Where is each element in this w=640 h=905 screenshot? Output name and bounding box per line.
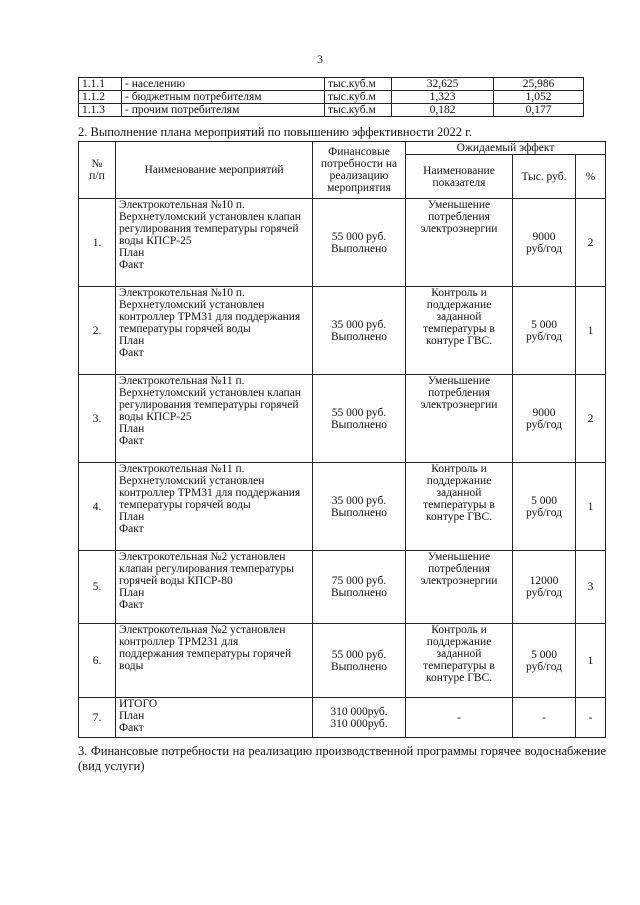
measure-number: 5. [79,551,116,624]
row-unit: тыс.куб.м [325,91,392,104]
measure-number: 3. [79,375,116,463]
measure-financing: 55 000 руб. Выполнено [313,199,406,287]
header-percent: % [576,155,606,199]
consumption-row [79,104,584,117]
row-value-2: 25,986 [494,78,584,91]
header-name: Наименование мероприятий [116,142,313,199]
measure-financing: 35 000 руб. Выполнено [313,287,406,375]
measure-indicator: Уменьшение потребления электроэнергии [406,375,513,463]
row-value-2: 0,177 [494,104,584,117]
measure-effect: 9000 руб/год [513,199,576,287]
row-name: - бюджетным потребителям [122,91,325,104]
measure-name: ИТОГО План Факт [116,698,313,738]
measures-table [78,141,606,738]
measure-row [79,551,606,624]
row-value-2: 1,052 [494,91,584,104]
measure-percent: 1 [576,287,606,375]
measure-number: 7. [79,698,116,738]
row-code: 1.1.2 [79,91,122,104]
measure-financing: 35 000 руб. Выполнено [313,463,406,551]
row-code: 1.1.3 [79,104,122,117]
header-expected-effect: Ожидаемый эффект [406,142,606,155]
measure-row [79,463,606,551]
measure-financing: 55 000 руб. Выполнено [313,375,406,463]
measure-number: 2. [79,287,116,375]
measure-name: Электрокотельная №11 п. Верхнетуломский установлен клапан регулирования температуры горячей воды КПСР-25 План Факт [116,375,313,463]
row-value-1: 0,182 [392,104,494,117]
measure-financing: 310 000руб. 310 000руб. [313,698,406,738]
measure-name: Электрокотельная №11 п. Верхнетуломский установлен контроллер ТРМ31 для поддержания температуры горячей воды План Факт [116,463,313,551]
measure-indicator: Контроль и поддержание заданной температуры в контуре ГВС. [406,287,513,375]
measure-percent: 1 [576,463,606,551]
measure-indicator: - [406,698,513,738]
measure-name: Электрокотельная №2 установлен контроллер ТРМ231 для поддержания температуры горячей воды [116,624,313,698]
page-number: 3 [317,52,323,66]
measure-number: 1. [79,199,116,287]
measure-name: Электрокотельная №10 п. Верхнетуломский установлен контроллер ТРМ31 для поддержания температуры горячей воды План Факт [116,287,313,375]
measure-name: Электрокотельная №2 установлен клапан регулирования температуры горячей воды КПСР-80 План Факт [116,551,313,624]
measure-percent: 2 [576,375,606,463]
measure-indicator: Уменьшение потребления электроэнергии [406,199,513,287]
measure-percent: 1 [576,624,606,698]
measure-row [79,698,606,738]
header-indicator: Наименование показателя [406,155,513,199]
consumption-row [79,91,584,104]
row-name: - прочим потребителям [122,104,325,117]
measure-effect: 12000 руб/год [513,551,576,624]
measure-number: 4. [79,463,116,551]
consumption-row [79,78,584,91]
measure-effect: 5 000 руб/год [513,624,576,698]
measure-percent: 3 [576,551,606,624]
row-value-1: 1,323 [392,91,494,104]
header-financing: Финансовые потребности на реализацию мероприятия [313,142,406,199]
measure-indicator: Контроль и поддержание заданной температуры в контуре ГВС. [406,624,513,698]
measure-effect: 9000 руб/год [513,375,576,463]
consumption-table [78,77,584,117]
measure-financing: 75 000 руб. Выполнено [313,551,406,624]
row-value-1: 32,625 [392,78,494,91]
section-3-text: 3. Финансовые потребности на реализацию производственной программы горячее водоснабжение (вид услуги) [78,744,606,773]
measure-row [79,375,606,463]
header-thousand-rub: Тыс. руб. [513,155,576,199]
row-code: 1.1.1 [79,78,122,91]
measure-percent: 2 [576,199,606,287]
measure-effect: 5 000 руб/год [513,463,576,551]
row-unit: тыс.куб.м [325,78,392,91]
measure-row [79,287,606,375]
measure-row [79,624,606,698]
measure-financing: 55 000 руб. Выполнено [313,624,406,698]
measure-effect: - [513,698,576,738]
row-unit: тыс.куб.м [325,104,392,117]
measure-effect: 5 000 руб/год [513,287,576,375]
row-name: - населению [122,78,325,91]
measure-indicator: Контроль и поддержание заданной температуры в контуре ГВС. [406,463,513,551]
measure-row [79,199,606,287]
measure-percent: - [576,698,606,738]
measure-name: Электрокотельная №10 п. Верхнетуломский установлен клапан регулирования температуры горячей воды КПСР-25 План Факт [116,199,313,287]
measure-indicator: Уменьшение потребления электроэнергии [406,551,513,624]
header-num: № п/п [79,142,116,199]
measure-number: 6. [79,624,116,698]
section-2-title: 2. Выполнение плана мероприятий по повышению эффективности 2022 г. [78,125,472,139]
